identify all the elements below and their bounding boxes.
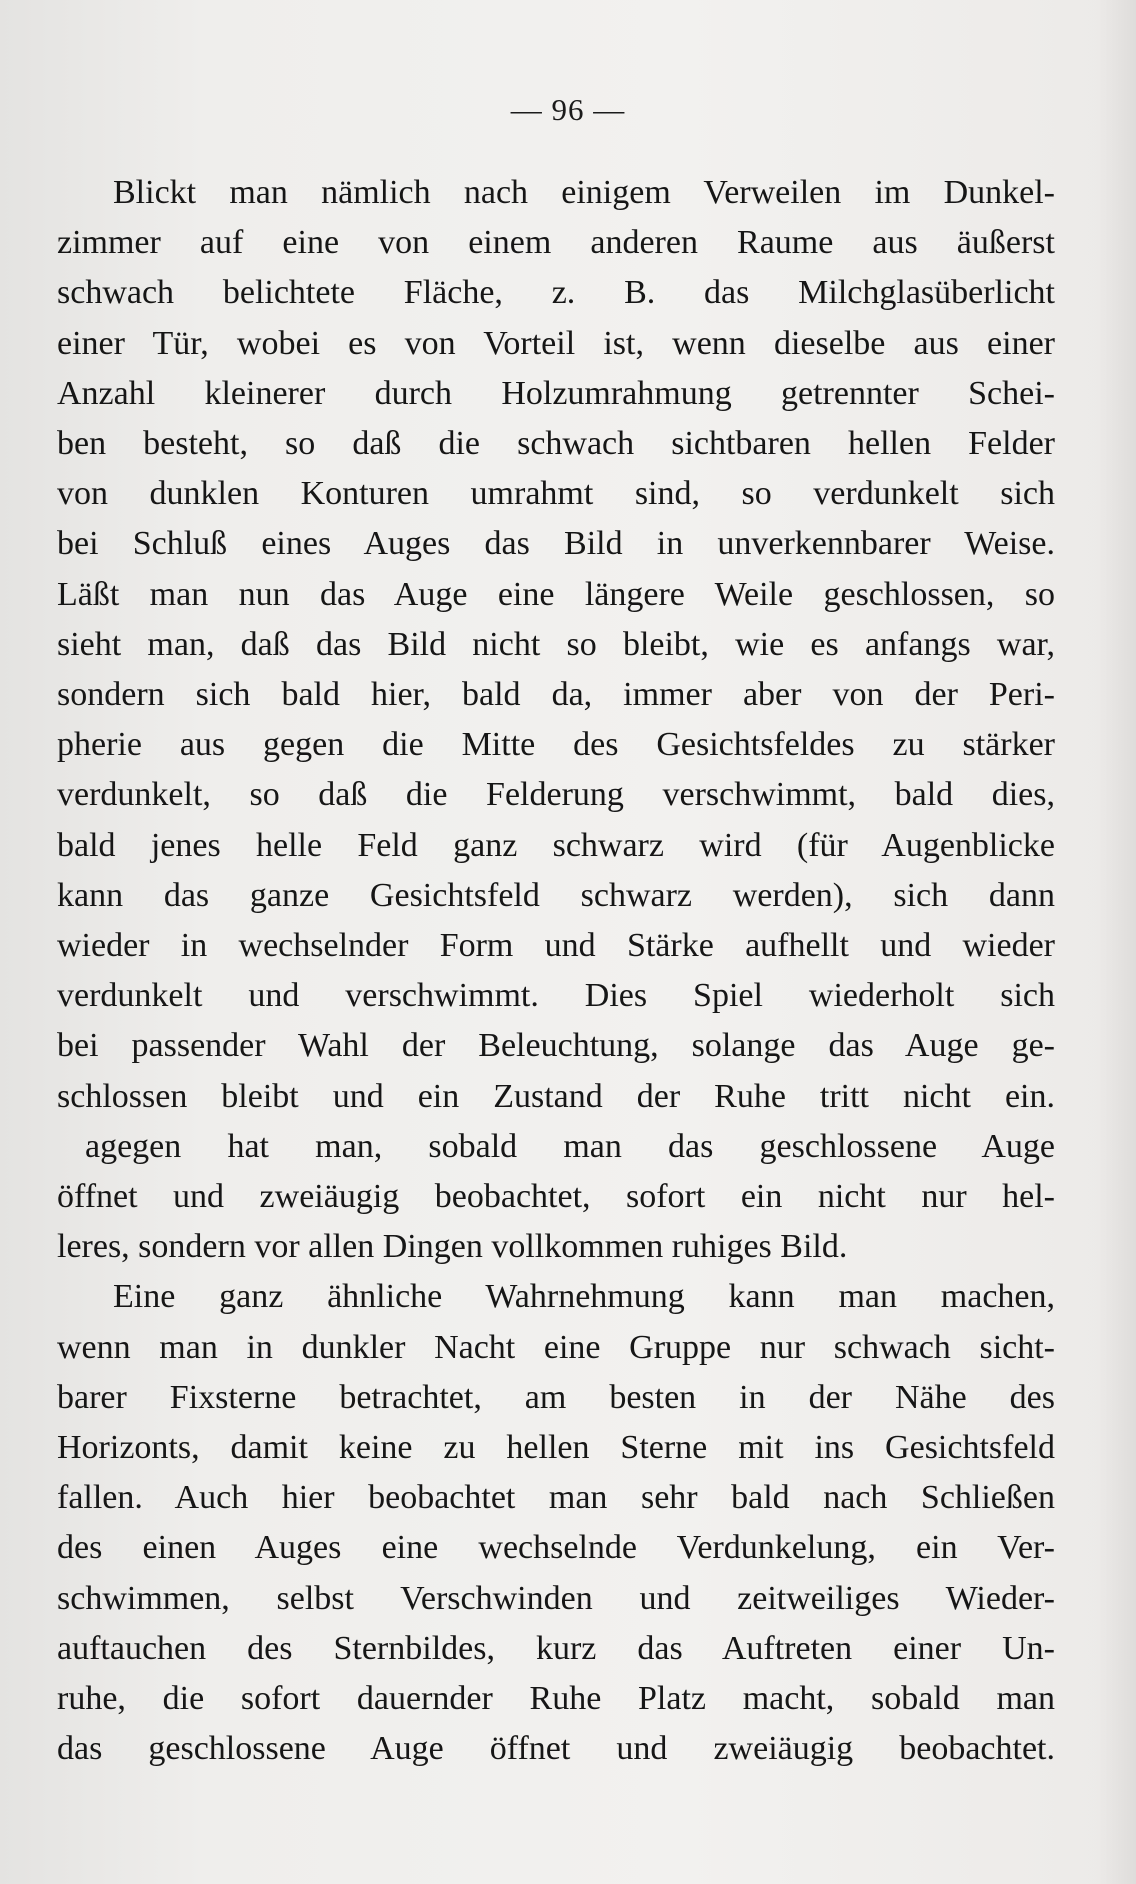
text-line: barer Fixsterne betrachtet, am besten in der Nähe des [57,1378,1055,1416]
page-body [57,168,1055,1775]
paragraph-3 [57,1272,1055,1774]
text-line: bald jenes helle Feld ganz schwarz wird (für Augenblicke [57,826,1055,864]
text-line: sondern sich bald hier, bald da, immer aber von der Peri- [57,676,1055,714]
text-line: sieht man, daß das Bild nicht so bleibt, wie es anfangs war, [57,625,1055,663]
paragraph-2 [57,1122,1055,1273]
paragraph-1 [57,168,1055,1122]
text-line: schwach belichtete Fläche, z. B. das Milchglasüberlicht [57,274,1055,312]
text-line: wieder in wechselnder Form und Stärke aufhellt und wieder [57,927,1055,965]
text-line: Anzahl kleinerer durch Holzumrahmung getrennter Schei- [57,374,1055,412]
text-line: auftauchen des Sternbildes, kurz das Auftreten einer Un- [57,1629,1055,1667]
text-line: bei passender Wahl der Beleuchtung, solange das Auge ge- [57,1027,1055,1065]
text-line: kann das ganze Gesichtsfeld schwarz werden), sich dann [57,876,1055,914]
text-line: schwimmen, selbst Verschwinden und zeitweiliges Wieder- [57,1579,1055,1617]
text-line: zimmer auf eine von einem anderen Raume aus äußerst [57,224,1055,262]
text-line: das geschlossene Auge öffnet und zweiäugig beobachtet. [57,1730,1055,1768]
text-line: verdunkelt und verschwimmt. Dies Spiel wiederholt sich [57,977,1055,1015]
text-line: Eine ganz ähnliche Wahrnehmung kann man machen, [113,1278,1055,1316]
text-line: schlossen bleibt und ein Zustand der Ruhe tritt nicht ein. [57,1077,1055,1115]
text-line: agegen hat man, sobald man das geschlossene Auge [85,1127,1055,1165]
text-line: Blickt man nämlich nach einigem Verweilen im Dunkel- [113,174,1055,211]
text-line: pherie aus gegen die Mitte des Gesichtsfeldes zu stärker [57,726,1055,764]
text-line: verdunkelt, so daß die Felderung verschwimmt, bald dies, [57,776,1055,814]
text-line: öffnet und zweiäugig beobachtet, sofort ein nicht nur hel- [57,1178,1055,1216]
text-line: des einen Auges eine wechselnde Verdunkelung, ein Ver- [57,1529,1055,1567]
text-line: ben besteht, so daß die schwach sichtbaren hellen Felder [57,425,1055,463]
text-line: Läßt man nun das Auge eine längere Weile geschlossen, so [57,575,1055,613]
text-line: einer Tür, wobei es von Vorteil ist, wenn dieselbe aus einer [57,324,1055,362]
text-line: von dunklen Konturen umrahmt sind, so verdunkelt sich [57,475,1055,513]
page-number: — 96 — [510,92,626,127]
text-line: ruhe, die sofort dauernder Ruhe Platz macht, sobald man [57,1680,1055,1718]
text-line: leres, sondern vor allen Dingen vollkommen ruhiges Bild. [57,1228,848,1266]
text-line: Horizonts, damit keine zu hellen Sterne mit ins Gesichtsfeld [57,1429,1055,1467]
text-line: bei Schluß eines Auges das Bild in unverkennbarer Weise. [57,525,1055,563]
text-line: fallen. Auch hier beobachtet man sehr bald nach Schließen [57,1479,1055,1517]
text-line: wenn man in dunkler Nacht eine Gruppe nur schwach sicht- [57,1328,1055,1366]
